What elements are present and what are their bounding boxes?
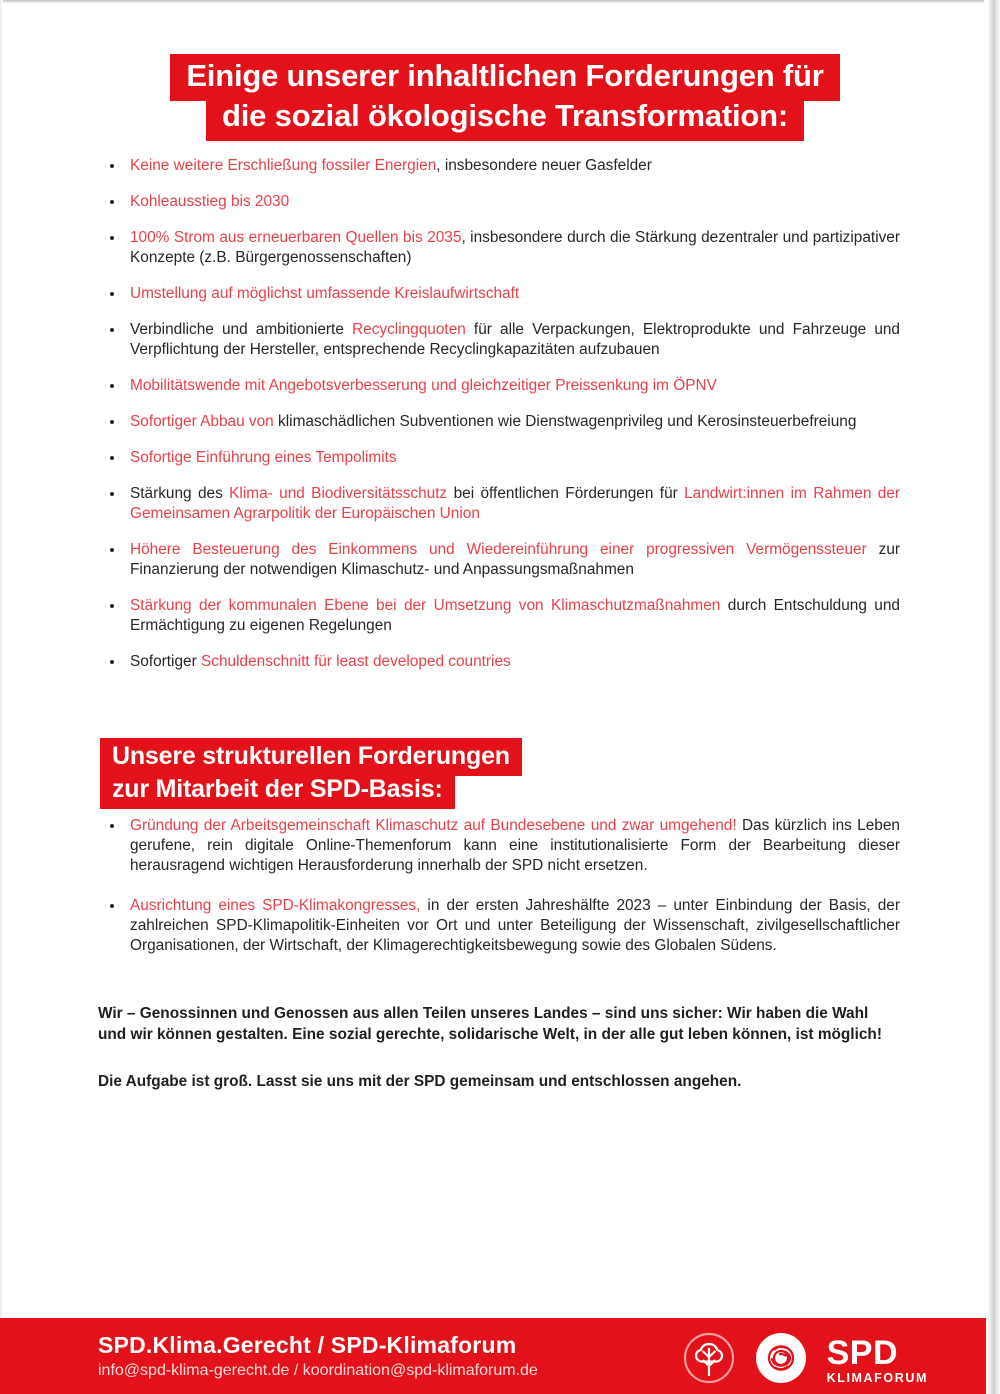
demand-item-text: zur Finanzierung der notwendigen Klimaschutz- und Anpassungsmaßnahmen (130, 541, 900, 579)
demand-item (108, 540, 900, 580)
demand-item (108, 192, 900, 212)
demands-list (108, 156, 900, 688)
page-right-edge (984, 0, 1000, 1394)
structural-item (108, 896, 900, 956)
spd-wordmark (827, 1336, 928, 1385)
demand-item (108, 448, 900, 468)
structural-item-text: Gründung der Arbeitsgemeinschaft Klimaschutz auf Bundesebene und zwar umgehend! (130, 817, 737, 834)
demand-item (108, 156, 900, 176)
structural-heading-line-1: Unsere strukturellen Forderungen (100, 738, 522, 776)
demand-item-text: Recyclingquoten (352, 321, 466, 339)
structural-item-text: Ausrichtung eines SPD-Klimakongresses, (130, 897, 421, 915)
demand-item (108, 596, 900, 636)
footer-logos (683, 1330, 928, 1391)
structural-heading-line-2: zur Mitarbeit der SPD-Basis: (100, 771, 455, 809)
structural-item (108, 816, 900, 876)
demand-item (108, 284, 900, 304)
demand-item-text: , insbesondere neuer Gasfelder (436, 157, 652, 174)
spd-wordmark-sub: KLIMAFORUM (826, 1371, 928, 1386)
demand-item (108, 376, 900, 396)
spd-wordmark-main: SPD (826, 1334, 899, 1373)
demand-item-text: bei öffentlichen Förderungen für (447, 485, 685, 503)
demand-item (108, 484, 900, 524)
demand-item (108, 320, 900, 360)
structural-item-text: Das kürzlich ins Leben gerufene, rein digitale Online-Themenforum kann eine institutionalisierte Form der Bearbeitung dieser herausragend wichtigen Herausforderung innerhalb der SPD nicht ersetzen. (130, 817, 900, 875)
demand-item-text: Landwirt:innen im Rahmen der Gemeinsamen Agrarpolitik der Europäischen Union (130, 485, 900, 523)
structural-item-text: in der ersten Jahreshälfte 2023 – unter Einbindung der Basis, der zahlreichen SPD-Klimapolitik-Einheiten vor Ort und unter Beteiligung der Wissenschaft, zivilgesellschaftlicher Organisationen, der Wirtschaft, der Klimagerechtigkeitsbewegung sowie des Globalen Südens. (130, 897, 900, 955)
demand-item-text: klimaschädlichen Subventionen wie Dienstwagenprivileg und Kerosinsteuerbefreiung (278, 413, 857, 431)
footer-emails[interactable]: info@spd-klima-gerecht.de / koordination@spd-klimaforum.de (98, 1362, 538, 1380)
footer-bar (0, 1318, 986, 1394)
demand-item-text: 100% Strom aus erneuerbaren Quellen bis 2035 (130, 229, 462, 247)
tree-in-circle-icon (683, 1332, 735, 1389)
demand-item-text: Höhere Besteuerung des Einkommens und Wiedereinführung einer progressiven Vermögenssteuer (130, 541, 867, 559)
demand-item-text: Stärkung der kommunalen Ebene bei der Umsetzung von Klimaschutzmaßnahmen (130, 597, 721, 615)
demand-item-text: Verbindliche und ambitionierte (130, 321, 353, 339)
main-heading-line-2: die sozial ökologische Transformation: (206, 94, 804, 141)
demand-item-text: Klima- und Biodiversitätsschutz (229, 485, 448, 503)
footer-title: SPD.Klima.Gerecht / SPD-Klimaforum (98, 1332, 517, 1358)
demand-item-text: Sofortiger (130, 653, 202, 671)
demand-item-text: Schuldenschnitt für least developed countries (201, 653, 511, 671)
closing-paragraph-2: Die Aufgabe ist groß. Lasst sie uns mit der SPD gemeinsam und entschlossen angehen. (98, 1073, 742, 1090)
demand-item-text: , insbesondere durch die Stärkung dezentraler und partizipativer Konzepte (z.B. Bürgergenossenschaften) (130, 229, 900, 267)
structural-heading (100, 740, 660, 805)
structural-demands-list (108, 816, 900, 976)
footer-contact (98, 1332, 538, 1380)
demand-item (108, 652, 900, 672)
demand-item-text: Sofortige Einführung eines Tempolimits (130, 449, 397, 467)
spd-rose-icon (753, 1330, 809, 1391)
demand-item-text: Kohleausstieg bis 2030 (130, 193, 290, 211)
demand-item-text: durch Entschuldung und Ermächtigung zu eigenen Regelungen (130, 597, 900, 635)
demand-item-text: für alle Verpackungen, Elektroprodukte und Fahrzeuge und Verpflichtung der Hersteller, entsprechende Recyclingkapazitäten aufzubauen (130, 321, 900, 359)
demand-item-text: Keine weitere Erschließung fossiler Energien (130, 157, 437, 174)
demand-item-text: Mobilitätswende mit Angebotsverbesserung und gleichzeitiger Preissenkung im ÖPNV (130, 377, 717, 395)
closing-paragraph-1: Wir – Genossinnen und Genossen aus allen Teilen unseres Landes – sind uns sicher: Wir haben die Wahl und wir können gestalten. Eine sozial gerechte, solidarische Welt, in der alle gut leben können, ist möglich! (98, 1005, 882, 1043)
demand-item (108, 412, 900, 432)
demand-item-text: Stärkung des (130, 485, 230, 503)
demand-item-text: Sofortiger Abbau von (130, 413, 279, 431)
demand-item-text: Umstellung auf möglichst umfassende Kreislaufwirtschaft (130, 285, 520, 303)
main-heading-line-1: Einige unserer inhaltlichen Forderungen für (170, 54, 839, 101)
demand-item (108, 228, 900, 268)
main-heading (150, 56, 860, 137)
